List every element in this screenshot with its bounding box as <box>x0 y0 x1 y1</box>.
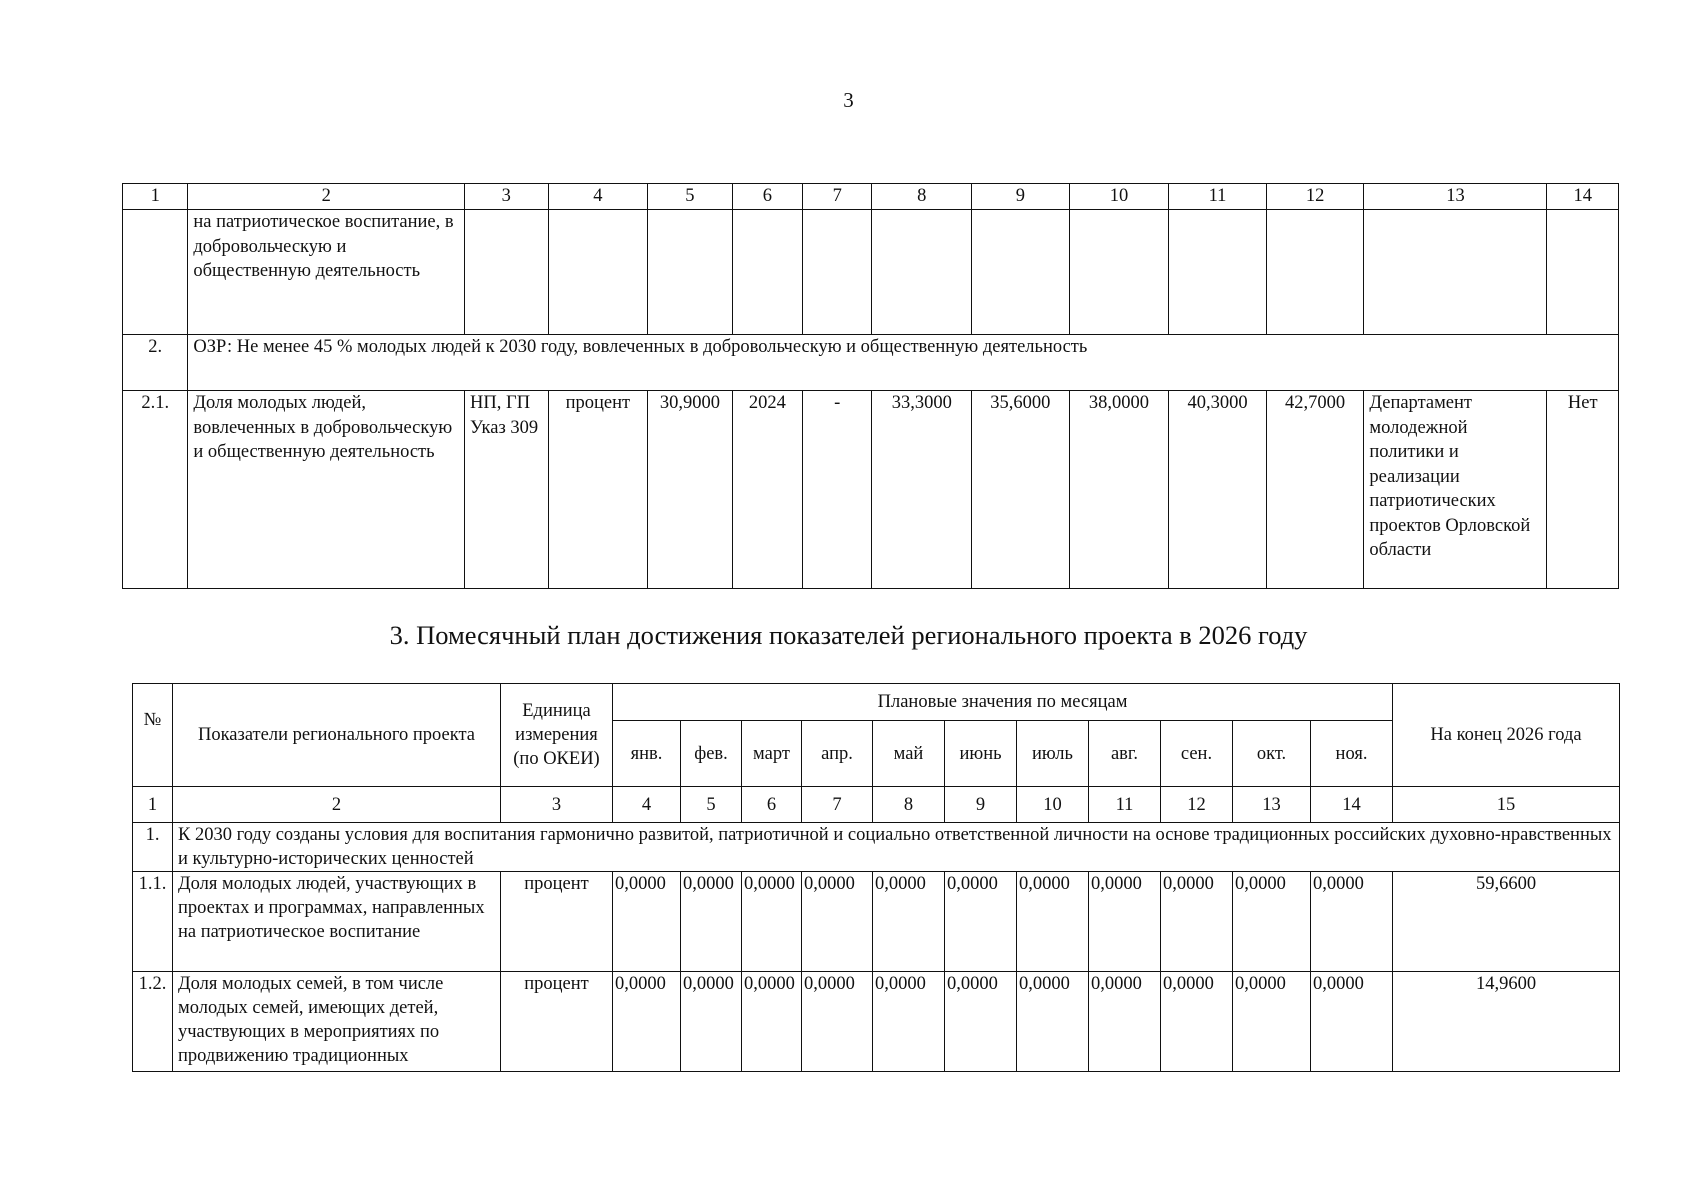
month-header: май <box>873 721 945 787</box>
month-header: апр. <box>802 721 873 787</box>
column-number: 9 <box>945 787 1017 823</box>
month-value: 0,0000 <box>945 872 1017 972</box>
month-header: ноя. <box>1311 721 1393 787</box>
month-header: фев. <box>681 721 742 787</box>
month-header: июнь <box>945 721 1017 787</box>
column-number: 6 <box>742 787 802 823</box>
column-number-row <box>133 787 1620 823</box>
value-2027: 38,0000 <box>1069 391 1169 589</box>
month-value: 0,0000 <box>802 872 873 972</box>
month-value: 0,0000 <box>1311 972 1393 1072</box>
section-number: 1. <box>133 823 173 872</box>
column-number: 9 <box>972 184 1070 210</box>
month-header: янв. <box>613 721 681 787</box>
column-number: 8 <box>873 787 945 823</box>
month-header: сен. <box>1161 721 1233 787</box>
value-2025: 33,3000 <box>872 391 972 589</box>
header-indicator: Показатели регионального проекта <box>173 684 501 787</box>
header-unit: Единица измерения (по ОКЕИ) <box>501 684 613 787</box>
month-value: 0,0000 <box>945 972 1017 1072</box>
indicator-level: НП, ГП Указ 309 <box>465 391 549 589</box>
value-2028: 40,3000 <box>1169 391 1267 589</box>
end-of-year-value: 14,9600 <box>1393 972 1620 1072</box>
section-row <box>123 335 1619 391</box>
section-row <box>133 823 1620 872</box>
column-number: 12 <box>1266 184 1364 210</box>
month-value: 0,0000 <box>873 972 945 1072</box>
month-value: 0,0000 <box>1233 872 1311 972</box>
column-number: 8 <box>872 184 972 210</box>
month-value: 0,0000 <box>1233 972 1311 1072</box>
month-value: 0,0000 <box>1017 872 1089 972</box>
column-number: 2 <box>173 787 501 823</box>
month-value: 0,0000 <box>742 872 802 972</box>
month-value: 0,0000 <box>1161 972 1233 1072</box>
base-year: 2024 <box>732 391 802 589</box>
column-number-row <box>123 184 1619 210</box>
section-text: К 2030 году созданы условия для воспитания гармонично развитой, патриотичной и социально ответственной личности на основе традиционных российских духовно-нравственных и культурно-исторических ценностей <box>173 823 1620 872</box>
month-value: 0,0000 <box>613 872 681 972</box>
column-number: 2 <box>188 184 465 210</box>
column-number: 4 <box>548 184 648 210</box>
indicator-unit: процент <box>501 872 613 972</box>
column-number: 14 <box>1547 184 1619 210</box>
month-value: 0,0000 <box>802 972 873 1072</box>
column-number: 7 <box>802 787 873 823</box>
base-value: 30,9000 <box>648 391 733 589</box>
column-number: 12 <box>1161 787 1233 823</box>
value-2029: 42,7000 <box>1266 391 1364 589</box>
table-row <box>133 872 1620 972</box>
indicator-name: Доля молодых людей, участвующих в проектах и программах, направленных на патриотическое воспитание <box>173 872 501 972</box>
column-number: 6 <box>732 184 802 210</box>
month-value: 0,0000 <box>1089 972 1161 1072</box>
column-number: 4 <box>613 787 681 823</box>
column-number: 14 <box>1311 787 1393 823</box>
indicator-row <box>123 391 1619 589</box>
indicator-name: Доля молодых семей, в том числе молодых семей, имеющих детей, участвующих в мероприятиях по продвижению традиционных <box>173 972 501 1072</box>
section-text: ОЗР: Не менее 45 % молодых людей к 2030 году, вовлеченных в добровольческую и общественную деятельность <box>188 335 1619 391</box>
indicator-name: Доля молодых людей, вовлеченных в добровольческую и общественную деятельность <box>188 391 465 589</box>
column-number: 1 <box>123 184 188 210</box>
column-number: 10 <box>1017 787 1089 823</box>
month-header: март <box>742 721 802 787</box>
column-number: 10 <box>1069 184 1169 210</box>
month-value: 0,0000 <box>1089 872 1161 972</box>
month-value: 0,0000 <box>613 972 681 1072</box>
header-end-of-year: На конец 2026 года <box>1393 684 1620 787</box>
column-number: 13 <box>1233 787 1311 823</box>
responsible-body: Департамент молодежной политики и реализации патриотических проектов Орловской области <box>1364 391 1547 589</box>
month-value: 0,0000 <box>873 872 945 972</box>
header-planned-values: Плановые значения по месяцам <box>613 684 1393 721</box>
row-number: 1.1. <box>133 872 173 972</box>
indicators-table <box>122 183 1619 589</box>
month-header: июль <box>1017 721 1089 787</box>
column-number: 11 <box>1169 184 1267 210</box>
monthly-plan-table <box>132 683 1620 1072</box>
end-of-year-value: 59,6600 <box>1393 872 1620 972</box>
table-row <box>133 972 1620 1072</box>
month-value: 0,0000 <box>1161 872 1233 972</box>
month-value: 0,0000 <box>742 972 802 1072</box>
row-number: 1.2. <box>133 972 173 1072</box>
column-number: 5 <box>681 787 742 823</box>
column-number: 5 <box>648 184 733 210</box>
column-number: 7 <box>803 184 872 210</box>
header-number: № <box>133 684 173 787</box>
column-14-value: Нет <box>1547 391 1619 589</box>
value-2026: 35,6000 <box>972 391 1070 589</box>
month-value: 0,0000 <box>1311 872 1393 972</box>
indicator-unit: процент <box>501 972 613 1072</box>
header-row-1 <box>133 684 1620 721</box>
section-number: 2. <box>123 335 188 391</box>
indicator-unit: процент <box>548 391 648 589</box>
indicator-number: 2.1. <box>123 391 188 589</box>
column-number: 13 <box>1364 184 1547 210</box>
month-value: 0,0000 <box>1017 972 1089 1072</box>
month-header: авг. <box>1089 721 1161 787</box>
column-7-value: - <box>803 391 872 589</box>
continuation-row <box>123 210 1619 335</box>
month-value: 0,0000 <box>681 872 742 972</box>
column-number: 3 <box>501 787 613 823</box>
indicator-name: на патриотическое воспитание, в добровольческую и общественную деятельность <box>188 210 465 335</box>
column-number: 11 <box>1089 787 1161 823</box>
month-value: 0,0000 <box>681 972 742 1072</box>
column-number: 3 <box>465 184 549 210</box>
page-number: 3 <box>843 88 854 112</box>
section-heading: 3. Помесячный план достижения показателей регионального проекта в 2026 году <box>389 620 1308 650</box>
column-number: 1 <box>133 787 173 823</box>
month-header: окт. <box>1233 721 1311 787</box>
column-number: 15 <box>1393 787 1620 823</box>
